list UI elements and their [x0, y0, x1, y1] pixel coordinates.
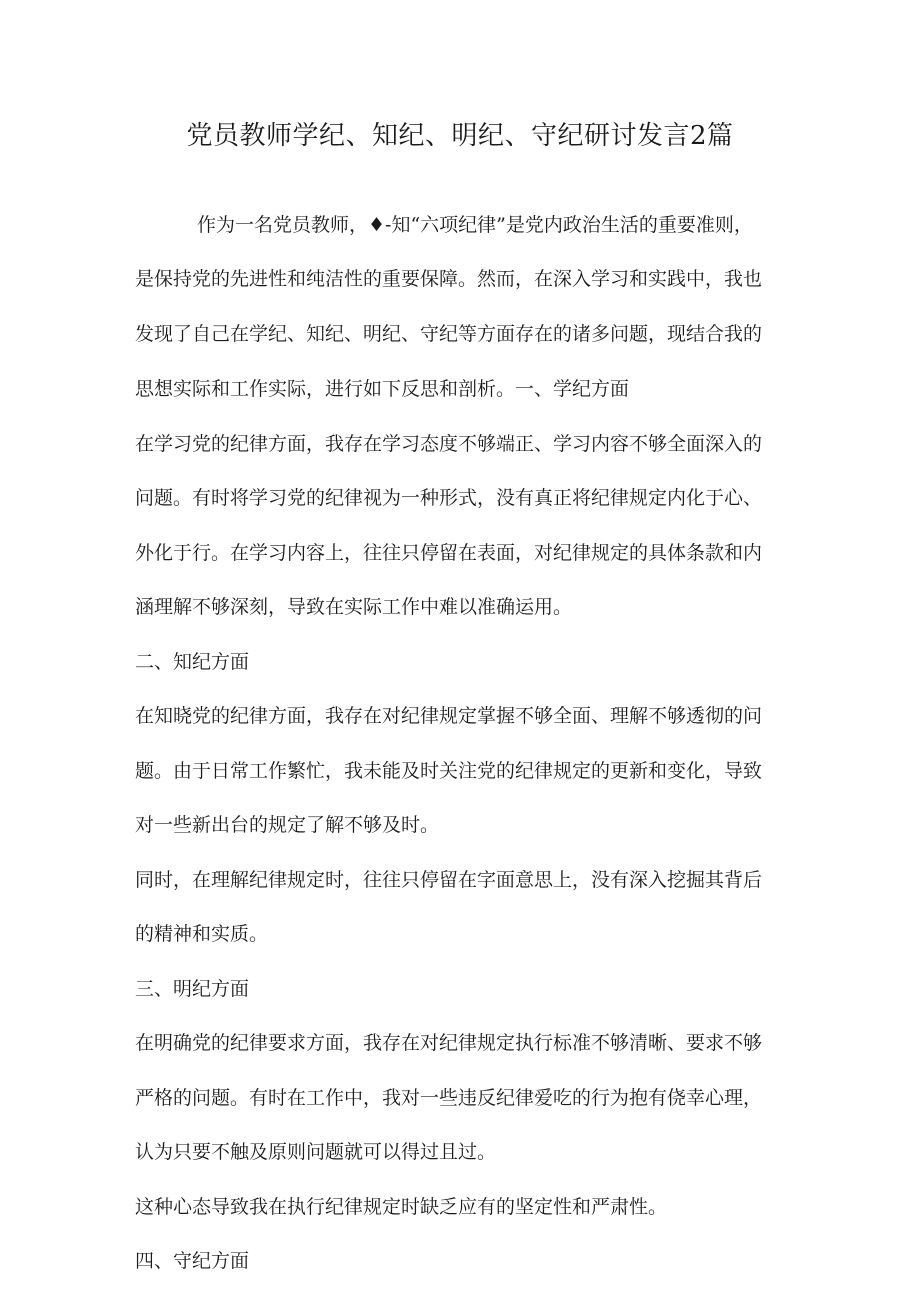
paragraph-line: 在学习党的纪律方面，我存在学习态度不够端正、学习内容不够全面深入的	[135, 433, 763, 455]
paragraph-line: 对一些新出台的规定了解不够及时。	[135, 814, 440, 836]
paragraph-line: 作为一名党员教师，♦-知“六项纪律”是党内政治生活的重要准则，	[197, 214, 753, 236]
paragraph-line: 在明确党的纪律要求方面，我存在对纪律规定执行标准不够清晰、要求不够	[135, 1032, 763, 1054]
paragraph-line: 发现了自己在学纪、知纪、明纪、守纪等方面存在的诸多问题，现结合我的	[135, 323, 763, 345]
paragraph-line: 的精神和实质。	[135, 923, 269, 945]
paragraph-line: 是保持党的先进性和纯洁性的重要保障。然而，在深入学习和实践中，我也	[135, 268, 763, 290]
section-heading: 二、知纪方面	[135, 651, 250, 673]
paragraph-line: 严格的问题。有时在工作中，我对一些违反纪律爱吃的行为抱有侥幸心理，	[135, 1087, 763, 1109]
section-heading: 三、明纪方面	[135, 978, 250, 1000]
section-heading: 四、守纪方面	[135, 1250, 250, 1272]
paragraph-line: 认为只要不触及原则问题就可以得过且过。	[135, 1141, 497, 1163]
paragraph-line: 这种心态导致我在执行纪律规定时缺乏应有的坚定性和严肃性。	[135, 1196, 668, 1218]
paragraph-line: 题。由于日常工作繁忙，我未能及时关注党的纪律规定的更新和变化，导致	[135, 760, 763, 782]
paragraph-line: 问题。有时将学习党的纪律视为一种形式，没有真正将纪律规定内化于心、	[135, 487, 763, 509]
paragraph-line: 外化于行。在学习内容上，往往只停留在表面，对纪律规定的具体条款和内	[135, 542, 763, 564]
paragraph-line: 思想实际和工作实际，进行如下反思和剖析。一、学纪方面	[135, 378, 630, 400]
paragraph-line: 同时，在理解纪律规定时，往往只停留在字面意思上，没有深入挖掘其背后	[135, 869, 763, 891]
paragraph-line: 在知晓党的纪律方面，我存在对纪律规定掌握不够全面、理解不够透彻的问	[135, 705, 763, 727]
paragraph-line: 涵理解不够深刻，导致在实际工作中难以准确运用。	[135, 596, 573, 618]
document-title: 党员教师学纪、知纪、明纪、守纪研讨发言2篇	[186, 121, 734, 151]
